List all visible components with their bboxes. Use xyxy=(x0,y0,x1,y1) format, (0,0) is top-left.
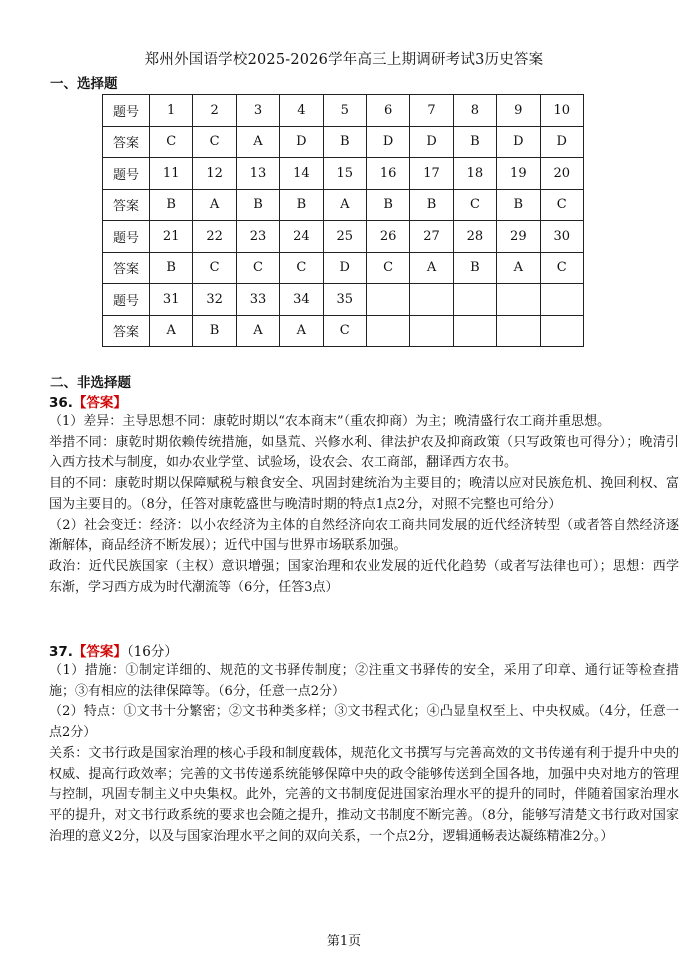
row-label: 答案 xyxy=(103,126,150,158)
q37-paragraph: （2）特点：①文书十分繁密；②文书种类多样；③文书程式化；④凸显皇权至上、中央权威。（4分，任意一点2分） xyxy=(49,704,679,741)
question-number: 36. xyxy=(49,395,73,411)
answer-cell: 30 xyxy=(540,221,583,253)
answer-cell xyxy=(366,284,409,316)
answer-cell: B xyxy=(150,252,193,284)
answer-cell: 22 xyxy=(193,221,236,253)
row-label: 答案 xyxy=(103,252,150,284)
answer-cell: A xyxy=(193,189,236,221)
q37-paragraph: 关系：文书行政是国家治理的核心手段和制度载体，规范化文书撰写与完善高效的文书传递有利于提升中央的权威、提高行政效率；完善的文书传递系统能够保障中央的政令能够传送到全国各地，加强中央对地方的管理与控制，巩固专制主义中央集权。此外，完善的文书制度促进国家治理水平的提升的同时，伴随着国家治理水平的提升，对文书行政系统的要求也会随之提升，推动文书制度不断完善。（8分，能够写清楚文书行政对国家治理的意义2分，以及与国家治理水平之间的双向关系，一个点2分，逻辑通畅表达凝练精准2分。） xyxy=(49,745,679,844)
answer-table-row xyxy=(103,315,584,347)
answer-table-row xyxy=(103,158,584,190)
answer-table-row xyxy=(103,126,584,158)
answer-cell: A xyxy=(236,126,279,158)
question-36-header xyxy=(49,391,127,411)
question-37-body xyxy=(49,661,679,847)
answer-cell: C xyxy=(280,252,323,284)
answer-cell: 34 xyxy=(280,284,323,316)
answer-cell: A xyxy=(497,252,540,284)
answer-cell: 10 xyxy=(540,95,583,127)
question-points: （16分） xyxy=(126,644,178,660)
answer-table-row xyxy=(103,284,584,316)
q36-paragraph: 目的不同：康乾时期以保障赋税与粮食安全、巩固封建统治为主要目的；晚清以应对民族危机、挽回利权、富国为主要目的。（8分，任答对康乾盛世与晚清时期的特点1点2分，对照不完整也可给分） xyxy=(49,476,679,512)
answer-cell: 8 xyxy=(453,95,496,127)
answer-cell: 4 xyxy=(280,95,323,127)
answer-table-row xyxy=(103,252,584,284)
page-number: 第1页 xyxy=(326,934,362,949)
answer-table xyxy=(102,94,584,347)
answer-cell: 20 xyxy=(540,158,583,190)
answer-cell: 5 xyxy=(323,95,366,127)
answer-cell: D xyxy=(497,126,540,158)
answer-cell: B xyxy=(236,189,279,221)
answer-cell: 12 xyxy=(193,158,236,190)
answer-cell: D xyxy=(540,126,583,158)
answer-cell: D xyxy=(280,126,323,158)
q36-paragraph: 举措不同：康乾时期依赖传统措施，如垦荒、兴修水利、律法护农及抑商政策（只写政策也可得分）；晚清引入西方技术与制度，如办农业学堂、试验场，设农会、农工商部，翻译西方农书。 xyxy=(49,434,679,471)
answer-cell: B xyxy=(410,189,453,221)
answer-cell: D xyxy=(410,126,453,158)
answer-cell: C xyxy=(366,252,409,284)
section-heading-choice: 一、选择题 xyxy=(50,76,118,92)
answer-cell: B xyxy=(497,189,540,221)
answer-cell: 26 xyxy=(366,221,409,253)
q36-paragraph: （1）差异：主导思想不同：康乾时期以“农本商末”（重农抑商）为主；晚清盛行农工商并重思想。 xyxy=(49,414,611,429)
q37-paragraph: （1）措施：①制定详细的、规范的文书驿传制度；②注重文书驿传的安全，采用了印章、通行证等检查措施；③有相应的法律保障等。（6分，任意一点2分） xyxy=(49,663,679,699)
answer-cell: A xyxy=(280,315,323,347)
answer-cell: 27 xyxy=(410,221,453,253)
answer-cell: 19 xyxy=(497,158,540,190)
answer-tag: 【答案】 xyxy=(72,395,127,411)
answer-cell: 29 xyxy=(497,221,540,253)
answer-cell: 11 xyxy=(150,158,193,190)
answer-cell xyxy=(453,284,496,316)
answer-cell: 9 xyxy=(497,95,540,127)
answer-table-row xyxy=(103,189,584,221)
answer-cell: 24 xyxy=(280,221,323,253)
answer-cell xyxy=(540,284,583,316)
answer-cell: 15 xyxy=(323,158,366,190)
answer-table-row xyxy=(103,221,584,253)
answer-cell: 7 xyxy=(410,95,453,127)
row-label: 题号 xyxy=(103,158,150,190)
answer-cell: 32 xyxy=(193,284,236,316)
answer-cell: 1 xyxy=(150,95,193,127)
section-heading-nonchoice: 二、非选择题 xyxy=(50,375,131,391)
answer-cell xyxy=(540,315,583,347)
answer-cell: A xyxy=(410,252,453,284)
answer-cell xyxy=(410,284,453,316)
q36-paragraph: 政治：近代民族国家（主权）意识增强；国家治理和农业发展的近代化趋势（或者写法律也可）；思想：西学东渐，学习西方成为时代潮流等（6分，任答3点） xyxy=(49,558,679,595)
answer-cell xyxy=(410,315,453,347)
row-label: 题号 xyxy=(103,284,150,316)
answer-cell: B xyxy=(366,189,409,221)
question-number: 37. xyxy=(49,644,73,660)
answer-cell xyxy=(497,284,540,316)
question-37-header xyxy=(49,640,178,660)
answer-cell: 16 xyxy=(366,158,409,190)
answer-cell: C xyxy=(193,252,236,284)
q36-paragraph: （2）社会变迁：经济：以小农经济为主体的自然经济向农工商共同发展的近代经济转型（或者答自然经济逐渐解体，商品经济不断发展）；近代中国与世界市场联系加强。 xyxy=(49,517,679,554)
answer-cell: B xyxy=(453,252,496,284)
answer-cell: 31 xyxy=(150,284,193,316)
answer-cell: B xyxy=(280,189,323,221)
answer-cell: C xyxy=(540,252,583,284)
answer-cell: C xyxy=(193,126,236,158)
page-title: 郑州外国语学校2025-2026学年高三上期调研考试3历史答案 xyxy=(144,52,544,68)
answer-cell xyxy=(497,315,540,347)
answer-cell: C xyxy=(323,315,366,347)
row-label: 题号 xyxy=(103,95,150,127)
answer-cell: 23 xyxy=(236,221,279,253)
answer-tag: 【答案】 xyxy=(72,644,127,660)
answer-cell: A xyxy=(236,315,279,347)
answer-cell: B xyxy=(150,189,193,221)
answer-cell: 13 xyxy=(236,158,279,190)
answer-cell: A xyxy=(323,189,366,221)
answer-cell: 33 xyxy=(236,284,279,316)
answer-cell: 35 xyxy=(323,284,366,316)
answer-cell: D xyxy=(366,126,409,158)
answer-cell: 21 xyxy=(150,221,193,253)
answer-cell: B xyxy=(323,126,366,158)
answer-cell: C xyxy=(150,126,193,158)
answer-cell: B xyxy=(193,315,236,347)
answer-cell: 6 xyxy=(366,95,409,127)
answer-cell: 17 xyxy=(410,158,453,190)
answer-cell: C xyxy=(236,252,279,284)
answer-cell: 28 xyxy=(453,221,496,253)
row-label: 题号 xyxy=(103,221,150,253)
answer-table-row xyxy=(103,95,584,127)
answer-cell: B xyxy=(453,126,496,158)
answer-cell: C xyxy=(540,189,583,221)
answer-cell xyxy=(366,315,409,347)
answer-cell: 14 xyxy=(280,158,323,190)
answer-cell xyxy=(453,315,496,347)
answer-cell: A xyxy=(150,315,193,347)
row-label: 答案 xyxy=(103,189,150,221)
answer-cell: C xyxy=(453,189,496,221)
answer-cell: 3 xyxy=(236,95,279,127)
answer-cell: 2 xyxy=(193,95,236,127)
answer-cell: 18 xyxy=(453,158,496,190)
question-36-body xyxy=(49,412,679,598)
answer-cell: 25 xyxy=(323,221,366,253)
answer-cell: D xyxy=(323,252,366,284)
row-label: 答案 xyxy=(103,315,150,347)
